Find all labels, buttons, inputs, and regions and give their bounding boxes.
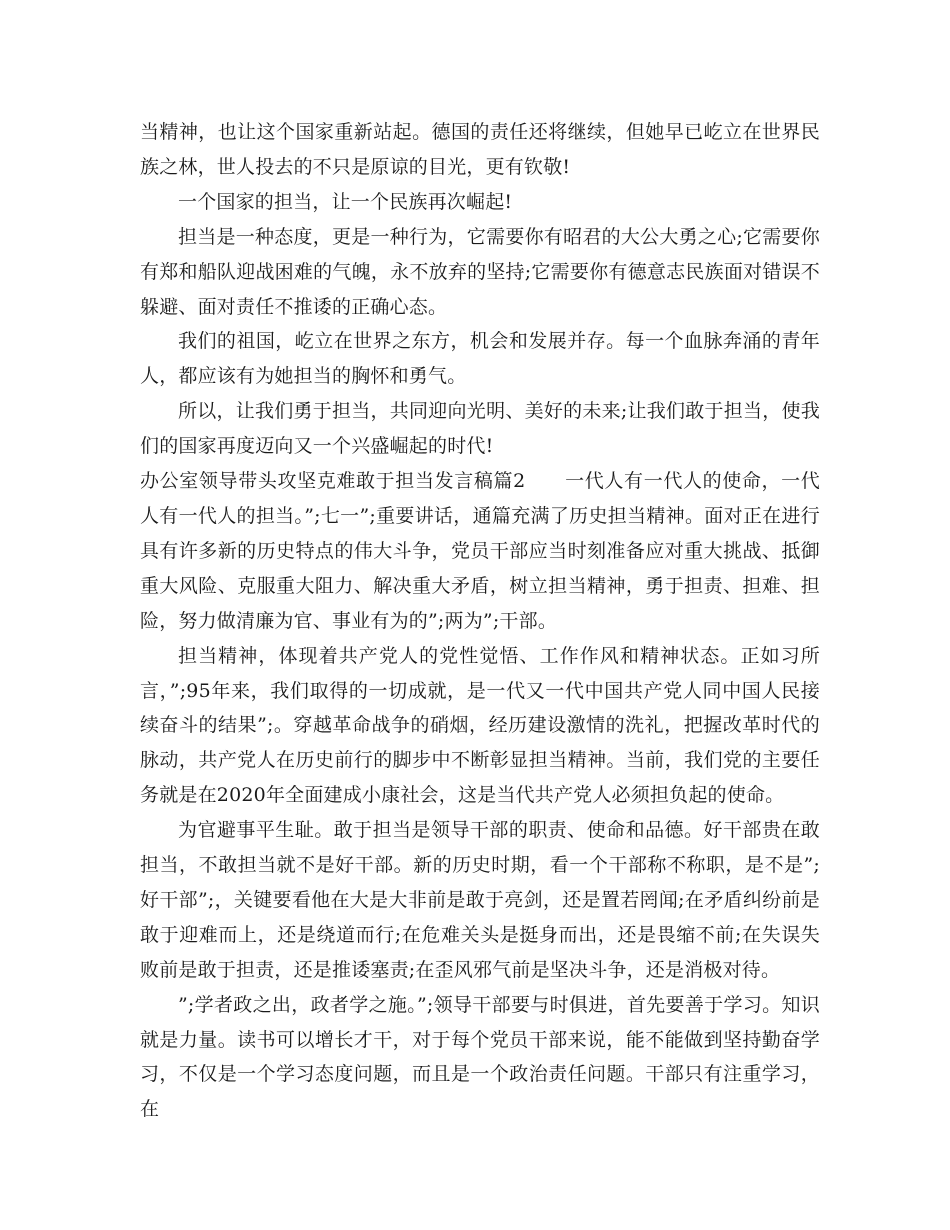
paragraph-3: 担当是一种态度，更是一种行为，它需要你有昭君的大公大勇之心;它需要你有郑和船队迎战困难的气魄，永不放弃的坚持;它需要你有德意志民族面对错误不躲避、面对责任不推诿的正确心态。 — [140, 225, 820, 318]
paragraph-8: 为官避事平生耻。敢于担当是领导干部的职责、使命和品德。好干部贵在敢担当，不敢担当就不是好干部。新的历史时期，看一个干部称不称职，是不是”;好干部”;，关键要看他在大是大非前是敢于亮剑，还是置若罔闻;在矛盾纠纷前是敢于迎难而上，还是绕道而行;在危难关头是挺身而出，还是畏缩不前;在失误失败前是敢于担责，还是推诿塞责;在歪风邪气前是坚决斗争，还是消极对待。 — [140, 819, 820, 981]
paragraph-2: 一个国家的担当，让一个民族再次崛起! — [178, 190, 513, 213]
paragraph-5: 所以，让我们勇于担当，共同迎向光明、美好的未来;让我们敢于担当，使我们的国家再度迈向又一个兴盛崛起的时代! — [140, 400, 820, 458]
paragraph-6-section-heading: 办公室领导带头攻坚克难敢于担当发言稿篇2 一代人有一代人的使命，一代人有一代人的担当。”;七一”;重要讲话，通篇充满了历史担当精神。面对正在进行具有许多新的历史特点的伟大斗争，党员干部应当时刻准备应对重大挑战、抵御重大风险、克服重大阻力、解决重大矛盾，树立担当精神，勇于担责、担难、担险，努力做清廉为官、事业有为的”;两为”;干部。 — [140, 470, 820, 632]
paragraph-9: ”;学者政之出，政者学之施。”;领导干部要与时俱进，首先要善于学习。知识就是力量。读书可以增长才干，对于每个党员干部来说，能不能做到坚持勤奋学习，不仅是一个学习态度问题，而且是一个政治责任问题。干部只有注重学习，在 — [140, 993, 820, 1121]
paragraph-4: 我们的祖国，屹立在世界之东方，机会和发展并存。每一个血脉奔涌的青年人，都应该有为她担当的胸怀和勇气。 — [140, 330, 820, 388]
paragraph-1: 当精神，也让这个国家重新站起。德国的责任还将继续，但她早已屹立在世界民族之林，世人投去的不只是原谅的目光，更有钦敬! — [140, 121, 820, 178]
paragraph-7: 担当精神，体现着共产党人的党性觉悟、工作作风和精神状态。正如习所言，”;95年来，我们取得的一切成就，是一代又一代中国共产党人同中国人民接续奋斗的结果”;。穿越革命战争的硝烟，经历建设激情的洗礼，把握改革时代的脉动，共产党人在历史前行的脚步中不断彰显担当精神。当前，我们党的主要任务就是在2020年全面建成小康社会，这是当代共产党人必须担负起的使命。 — [140, 644, 820, 807]
document-body — [140, 115, 820, 1127]
